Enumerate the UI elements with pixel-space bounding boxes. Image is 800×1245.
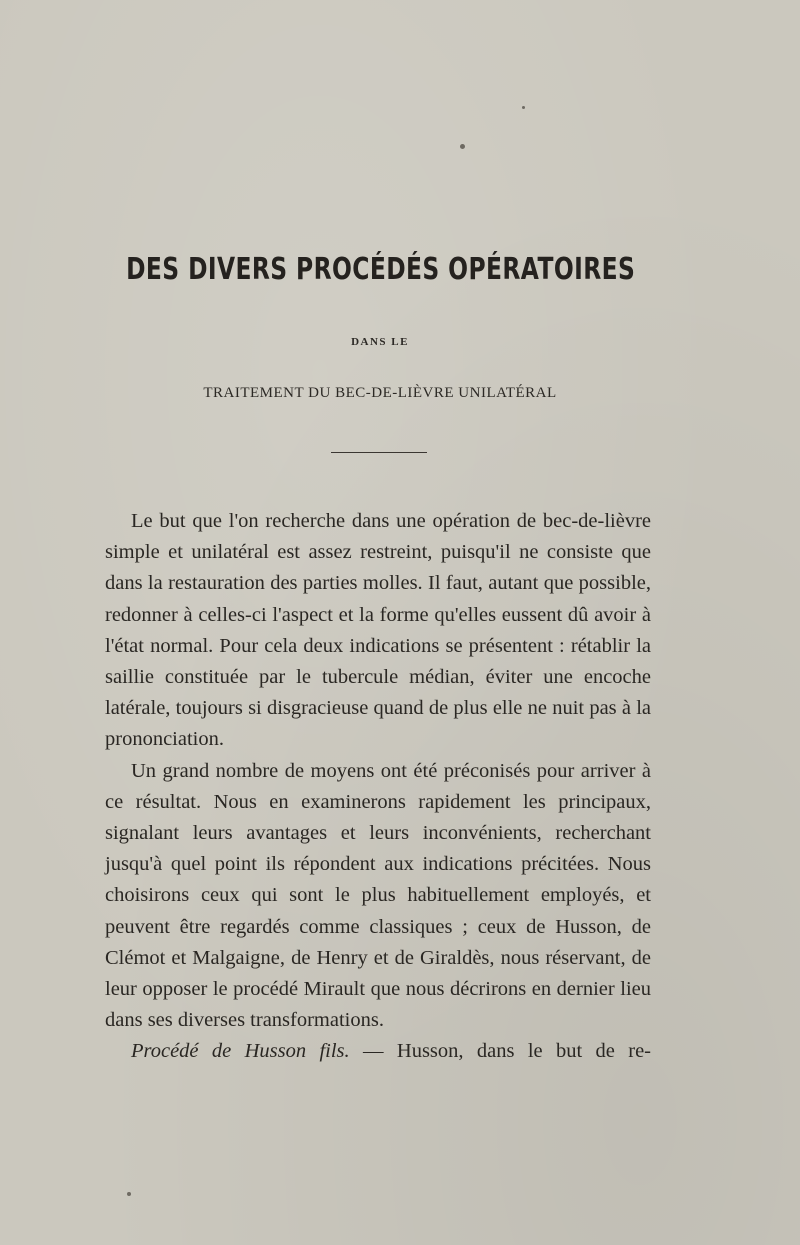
subtitle-connector: DANS LE [351,336,409,348]
section-heading: Procédé de Husson fils. [131,1040,350,1063]
paper-speck [127,1192,131,1196]
paragraph-2: Un grand nombre de moyens ont été préconisés pour arriver à ce résultat. Nous en examinerons rapidement les principaux, signalant leurs avantages et leurs inconvénients, recherchant jusqu'à quel point ils répondent aux indications précitées. Nous choisirons ceux qui sont le plus habituellement employés, et peuvent être regardés comme classiques ; ceux de Husson, de Clémot et Malgaigne, de Henry et de Giraldès, nous réservant, de leur opposer le procédé Mirault que nous décrirons en dernier lieu dans ses diverses transformations. [105,759,651,1032]
paper-speck [460,144,465,149]
subtitle-main: TRAITEMENT DU BEC-DE-LIÈVRE UNILATÉRAL [203,385,557,401]
chapter-title: DES DIVERS PROCÉDÉS OPÉRATOIRES [126,252,636,287]
section-start: — Husson, dans le but de re- [349,1040,651,1063]
paragraph-3 [105,1036,651,1067]
body-text [105,506,651,1068]
paragraph-1: Le but que l'on recherche dans une opération de bec-de-lièvre simple et unilatéral est assez restreint, puisqu'il ne consiste que dans la restauration des parties molles. Il faut, autant que possible, redonner à celles-ci l'aspect et la forme qu'elles eussent dû avoir à l'état normal. Pour cela deux indications se présentent : rétablir la saillie constituée par le tubercule médian, éviter une encoche latérale, toujours si disgracieuse quand de plus elle ne nuit pas à la prononciation. [105,510,651,751]
title-divider [331,452,427,453]
paper-speck [522,106,525,109]
